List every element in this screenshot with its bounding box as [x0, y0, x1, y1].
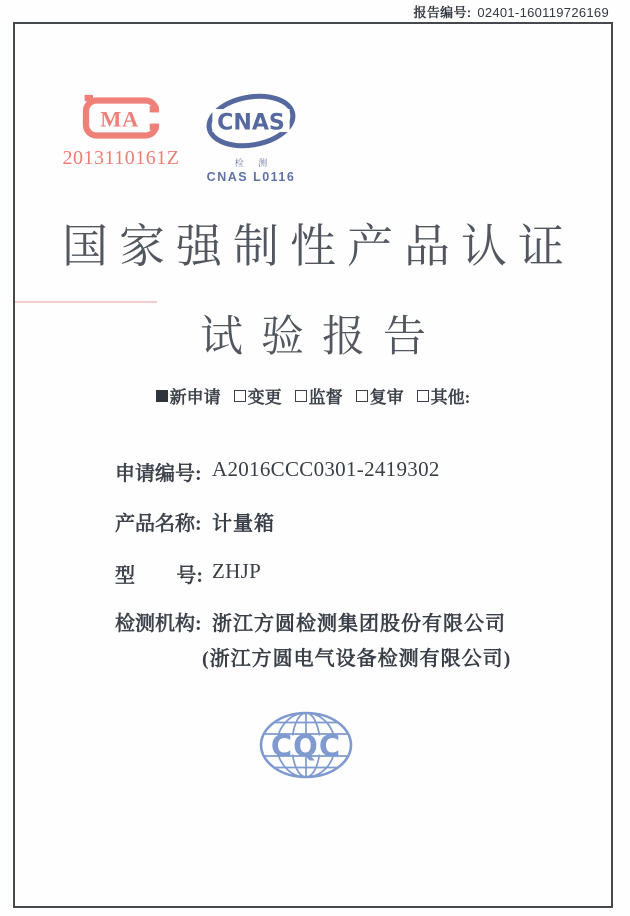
test-org-line1: 浙江方圆检测集团股份有限公司: [212, 613, 506, 635]
page-title: 国家强制性产品认证: [62, 221, 575, 272]
checkbox-label: 变更: [247, 388, 282, 407]
report-number: [414, 2, 609, 21]
checkbox-empty-icon: [417, 390, 429, 402]
checkbox-label: 新申请: [169, 388, 221, 407]
svg-text:MA: MA: [100, 106, 139, 132]
cma-certificate-number: 2013110161Z: [62, 147, 180, 169]
cma-logo-icon: [79, 94, 163, 142]
document-border-frame: [13, 22, 613, 908]
field-label: [115, 559, 203, 588]
svg-text:CQC: CQC: [270, 729, 342, 763]
checkbox-label: 监督: [308, 388, 343, 407]
field-row-model: [115, 559, 261, 588]
cnas-inspection-label: 检 测: [234, 158, 274, 168]
field-value-model: ZHJP: [212, 559, 262, 583]
cqc-logo-block: [258, 710, 354, 785]
field-label: 检测机构:: [115, 613, 202, 635]
field-label-part2: 号:: [176, 565, 203, 587]
test-org-line2: (浙江方圆电气设备检测有限公司): [202, 648, 512, 670]
field-label-part1: 型: [115, 565, 135, 587]
cma-logo-block: [45, 94, 197, 170]
checkbox-option-change: [234, 383, 282, 408]
svg-text:CNAS: CNAS: [217, 110, 285, 136]
field-label: 产品名称:: [115, 513, 202, 535]
field-row-application-no: [115, 457, 440, 486]
checkbox-filled-icon: [156, 390, 168, 402]
field-row-product-name: [115, 507, 275, 536]
field-value-product-name: 计量箱: [212, 513, 275, 535]
checkbox-option-other: [417, 383, 471, 408]
page-subtitle: 试验报告: [200, 314, 444, 361]
cnas-logo-icon: [205, 90, 297, 152]
checkbox-empty-icon: [234, 390, 246, 402]
field-value-application-no: A2016CCC0301-2419302: [212, 457, 440, 481]
checkbox-empty-icon: [356, 390, 368, 402]
checkbox-label: 其他:: [430, 388, 471, 407]
report-number-label: 报告编号:: [413, 5, 472, 20]
cnas-logo-block: [195, 90, 307, 184]
application-type-row: [15, 383, 611, 408]
checkbox-option-review: [356, 383, 404, 408]
cnas-accreditation-number: CNAS L0116: [206, 170, 296, 184]
cqc-logo-icon: [258, 710, 354, 780]
checkbox-option-supervision: [295, 383, 343, 408]
field-value-test-org: [202, 607, 512, 671]
field-row-test-org: [115, 607, 511, 671]
checkbox-option-new-application: [156, 383, 221, 408]
checkbox-empty-icon: [295, 390, 307, 402]
checkbox-label: 复审: [369, 388, 404, 407]
field-label: 申请编号:: [115, 463, 202, 485]
report-number-value: 02401-160119726169: [477, 5, 609, 20]
